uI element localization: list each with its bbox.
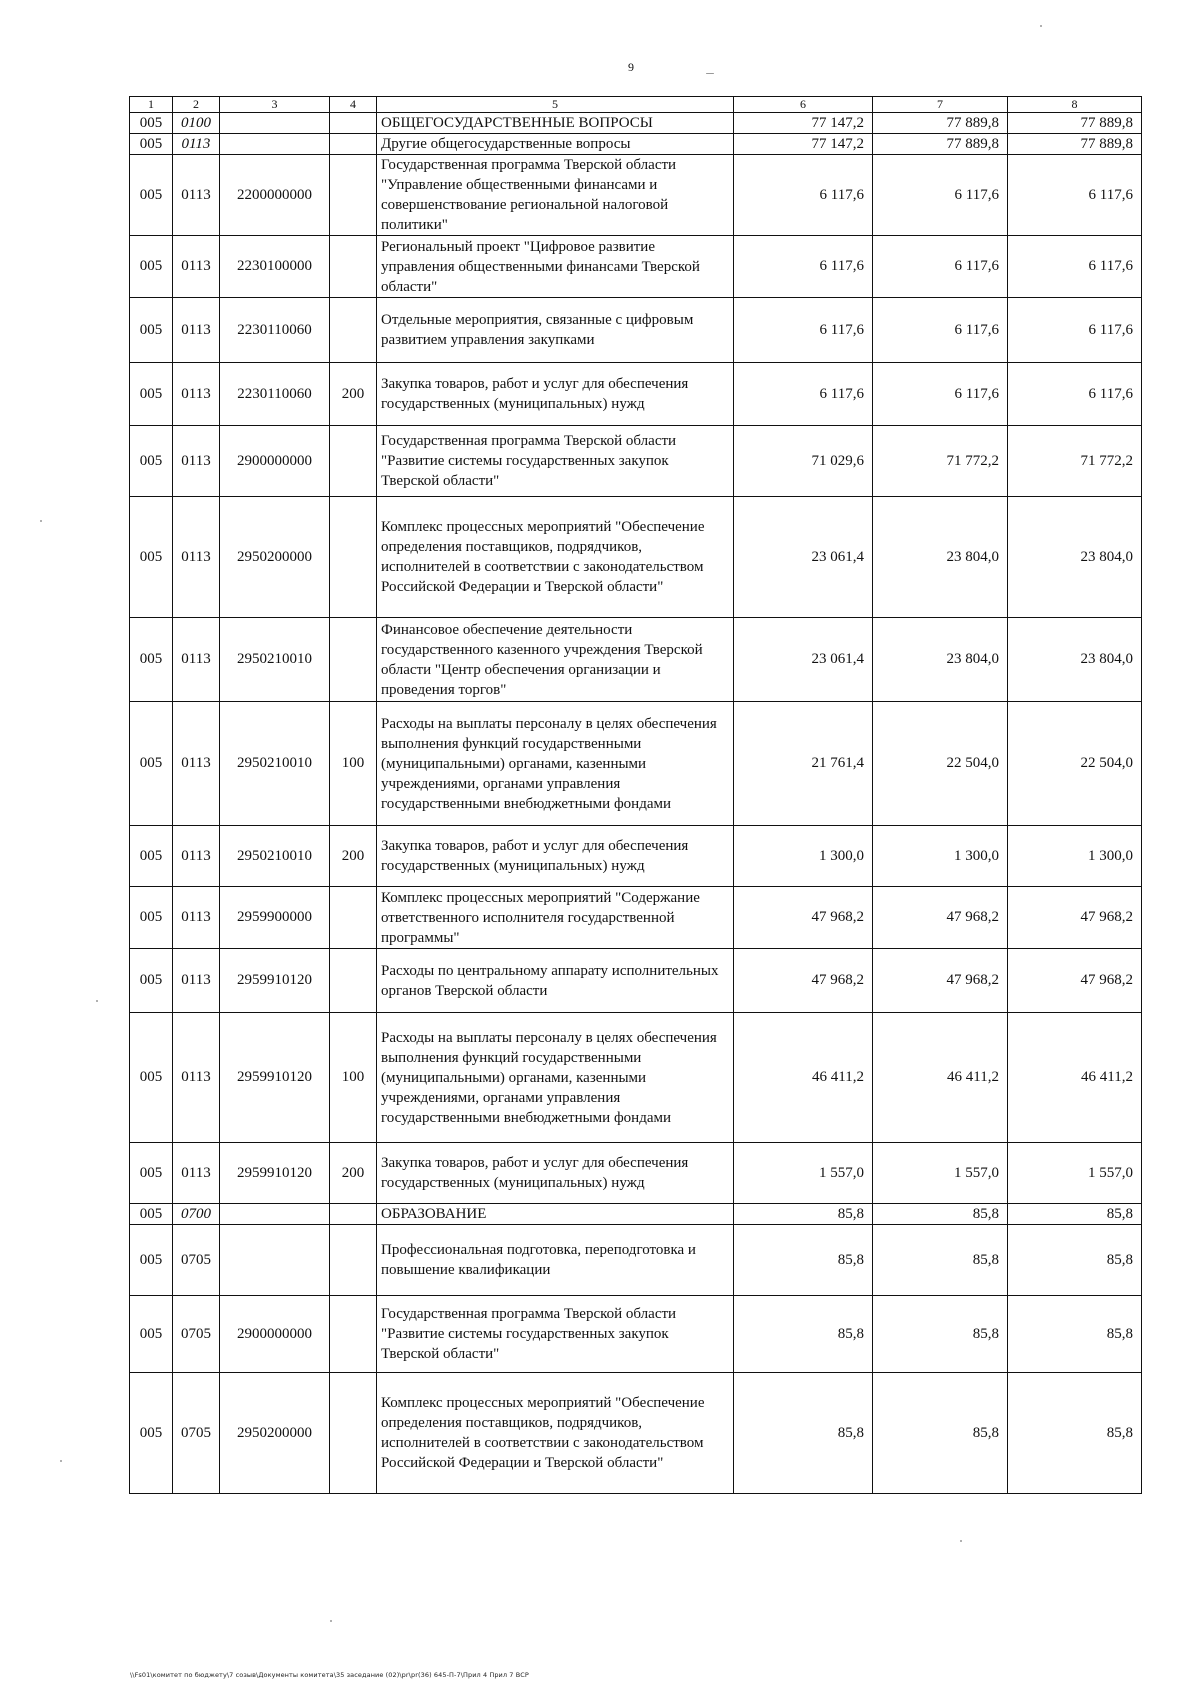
- section-code-cell: 0113: [173, 826, 220, 887]
- file-path-footer: \\Fs01\комитет по бюджету\7 созыв\Документы комитета\35 заседание (02)\pr\pr(36) 645-П-7\Прил 4 Прил 7 ВСР: [130, 1671, 529, 1679]
- amount-col8-cell: 46 411,2: [1008, 1013, 1142, 1143]
- code-cell: 005: [130, 134, 173, 155]
- section-code-cell: 0113: [173, 134, 220, 155]
- target-article-cell: 2950200000: [220, 1373, 330, 1494]
- description-cell: Комплекс процессных мероприятий "Обеспечение определения поставщиков, подрядчиков, исполнителей в соответствии с законодательством Российской Федерации и Тверской области": [377, 1373, 734, 1494]
- amount-col6-cell: 77 147,2: [734, 134, 873, 155]
- expense-type-cell: 200: [330, 363, 377, 426]
- amount-col8-cell: 6 117,6: [1008, 363, 1142, 426]
- expense-type-cell: [330, 949, 377, 1013]
- table-row: [130, 113, 1142, 134]
- amount-col6-cell: 85,8: [734, 1204, 873, 1225]
- table-row: [130, 702, 1142, 826]
- expense-type-cell: 200: [330, 826, 377, 887]
- section-code-cell: 0113: [173, 618, 220, 702]
- expense-type-cell: 100: [330, 702, 377, 826]
- expense-type-cell: [330, 1296, 377, 1373]
- section-code-cell: 0113: [173, 298, 220, 363]
- amount-col8-cell: 23 804,0: [1008, 497, 1142, 618]
- amount-col6-cell: 6 117,6: [734, 236, 873, 298]
- description-cell: Государственная программа Тверской области "Управление общественными финансами и совершенствование региональной налоговой политики": [377, 155, 734, 236]
- table-row: [130, 497, 1142, 618]
- code-cell: 005: [130, 497, 173, 618]
- code-cell: 005: [130, 826, 173, 887]
- amount-col7-cell: 46 411,2: [873, 1013, 1008, 1143]
- amount-col7-cell: 6 117,6: [873, 236, 1008, 298]
- expense-type-cell: [330, 426, 377, 497]
- target-article-cell: 2959900000: [220, 887, 330, 949]
- expense-type-cell: [330, 134, 377, 155]
- expense-type-cell: [330, 887, 377, 949]
- amount-col7-cell: 77 889,8: [873, 134, 1008, 155]
- description-cell: Профессиональная подготовка, переподготовка и повышение квалификации: [377, 1225, 734, 1296]
- description-cell: ОБЩЕГОСУДАРСТВЕННЫЕ ВОПРОСЫ: [377, 113, 734, 134]
- amount-col8-cell: 47 968,2: [1008, 949, 1142, 1013]
- target-article-cell: [220, 1225, 330, 1296]
- code-cell: 005: [130, 618, 173, 702]
- column-header: 3: [220, 97, 330, 113]
- amount-col8-cell: 1 300,0: [1008, 826, 1142, 887]
- amount-col7-cell: 6 117,6: [873, 298, 1008, 363]
- table-row: [130, 1373, 1142, 1494]
- column-header: 1: [130, 97, 173, 113]
- target-article-cell: 2230110060: [220, 298, 330, 363]
- section-code-cell: 0705: [173, 1373, 220, 1494]
- budget-table: [129, 96, 1142, 1494]
- amount-col7-cell: 47 968,2: [873, 887, 1008, 949]
- amount-col7-cell: 47 968,2: [873, 949, 1008, 1013]
- amount-col6-cell: 85,8: [734, 1225, 873, 1296]
- amount-col6-cell: 46 411,2: [734, 1013, 873, 1143]
- description-cell: Расходы по центральному аппарату исполнительных органов Тверской области: [377, 949, 734, 1013]
- expense-type-cell: [330, 1225, 377, 1296]
- code-cell: 005: [130, 113, 173, 134]
- section-code-cell: 0705: [173, 1296, 220, 1373]
- amount-col6-cell: 23 061,4: [734, 497, 873, 618]
- target-article-cell: 2959910120: [220, 949, 330, 1013]
- expense-type-cell: 200: [330, 1143, 377, 1204]
- target-article-cell: 2959910120: [220, 1143, 330, 1204]
- expense-type-cell: [330, 1204, 377, 1225]
- amount-col6-cell: 47 968,2: [734, 949, 873, 1013]
- amount-col7-cell: 23 804,0: [873, 618, 1008, 702]
- description-cell: Комплекс процессных мероприятий "Обеспечение определения поставщиков, подрядчиков, исполнителей в соответствии с законодательством Российской Федерации и Тверской области": [377, 497, 734, 618]
- section-code-cell: 0113: [173, 1013, 220, 1143]
- description-cell: Закупка товаров, работ и услуг для обеспечения государственных (муниципальных) нужд: [377, 826, 734, 887]
- expense-type-cell: 100: [330, 1013, 377, 1143]
- amount-col8-cell: 23 804,0: [1008, 618, 1142, 702]
- code-cell: 005: [130, 298, 173, 363]
- column-header: 8: [1008, 97, 1142, 113]
- amount-col8-cell: 1 557,0: [1008, 1143, 1142, 1204]
- amount-col8-cell: 47 968,2: [1008, 887, 1142, 949]
- target-article-cell: 2959910120: [220, 1013, 330, 1143]
- amount-col8-cell: 77 889,8: [1008, 113, 1142, 134]
- amount-col7-cell: 22 504,0: [873, 702, 1008, 826]
- amount-col6-cell: 21 761,4: [734, 702, 873, 826]
- code-cell: 005: [130, 702, 173, 826]
- table-row: [130, 298, 1142, 363]
- amount-col6-cell: 77 147,2: [734, 113, 873, 134]
- target-article-cell: 2230100000: [220, 236, 330, 298]
- target-article-cell: 2200000000: [220, 155, 330, 236]
- column-number-row: [130, 97, 1142, 113]
- amount-col8-cell: 71 772,2: [1008, 426, 1142, 497]
- code-cell: 005: [130, 426, 173, 497]
- description-cell: ОБРАЗОВАНИЕ: [377, 1204, 734, 1225]
- table-row: [130, 826, 1142, 887]
- table-row: [130, 1225, 1142, 1296]
- code-cell: 005: [130, 1296, 173, 1373]
- expense-type-cell: [330, 497, 377, 618]
- target-article-cell: 2230110060: [220, 363, 330, 426]
- page-number: 9: [628, 60, 634, 74]
- table-row: [130, 887, 1142, 949]
- amount-col8-cell: 77 889,8: [1008, 134, 1142, 155]
- amount-col7-cell: 6 117,6: [873, 155, 1008, 236]
- amount-col7-cell: 77 889,8: [873, 113, 1008, 134]
- description-cell: Расходы на выплаты персоналу в целях обеспечения выполнения функций государственными (муниципальными) органами, казенными учреждениями, органами управления государственными внебюджетными фондами: [377, 702, 734, 826]
- code-cell: 005: [130, 1013, 173, 1143]
- table-row: [130, 155, 1142, 236]
- amount-col7-cell: 85,8: [873, 1296, 1008, 1373]
- column-header: 2: [173, 97, 220, 113]
- target-article-cell: [220, 134, 330, 155]
- section-code-cell: 0113: [173, 155, 220, 236]
- section-code-cell: 0113: [173, 363, 220, 426]
- amount-col7-cell: 23 804,0: [873, 497, 1008, 618]
- code-cell: 005: [130, 1204, 173, 1225]
- column-header: 7: [873, 97, 1008, 113]
- code-cell: 005: [130, 236, 173, 298]
- column-header: 4: [330, 97, 377, 113]
- amount-col8-cell: 85,8: [1008, 1296, 1142, 1373]
- amount-col7-cell: 6 117,6: [873, 363, 1008, 426]
- amount-col7-cell: 1 300,0: [873, 826, 1008, 887]
- amount-col6-cell: 47 968,2: [734, 887, 873, 949]
- amount-col8-cell: 85,8: [1008, 1204, 1142, 1225]
- target-article-cell: 2950210010: [220, 702, 330, 826]
- target-article-cell: [220, 113, 330, 134]
- description-cell: Отдельные мероприятия, связанные с цифровым развитием управления закупками: [377, 298, 734, 363]
- table-row: [130, 1204, 1142, 1225]
- expense-type-cell: [330, 155, 377, 236]
- description-cell: Государственная программа Тверской области "Развитие системы государственных закупок Тверской области": [377, 1296, 734, 1373]
- amount-col7-cell: 71 772,2: [873, 426, 1008, 497]
- amount-col6-cell: 6 117,6: [734, 155, 873, 236]
- amount-col6-cell: 85,8: [734, 1296, 873, 1373]
- scan-speck: [1040, 25, 1042, 27]
- section-code-cell: 0113: [173, 949, 220, 1013]
- expense-type-cell: [330, 236, 377, 298]
- amount-col8-cell: 85,8: [1008, 1373, 1142, 1494]
- section-code-cell: 0700: [173, 1204, 220, 1225]
- scan-speck: [96, 1000, 98, 1002]
- target-article-cell: 2900000000: [220, 426, 330, 497]
- code-cell: 005: [130, 1225, 173, 1296]
- table-row: [130, 1143, 1142, 1204]
- description-cell: Расходы на выплаты персоналу в целях обеспечения выполнения функций государственными (муниципальными) органами, казенными учреждениями, органами управления государственными внебюджетными фондами: [377, 1013, 734, 1143]
- expense-type-cell: [330, 618, 377, 702]
- code-cell: 005: [130, 1373, 173, 1494]
- amount-col6-cell: 85,8: [734, 1373, 873, 1494]
- description-cell: Закупка товаров, работ и услуг для обеспечения государственных (муниципальных) нужд: [377, 1143, 734, 1204]
- section-code-cell: 0100: [173, 113, 220, 134]
- target-article-cell: [220, 1204, 330, 1225]
- table-row: [130, 363, 1142, 426]
- amount-col8-cell: 6 117,6: [1008, 298, 1142, 363]
- amount-col7-cell: 85,8: [873, 1204, 1008, 1225]
- target-article-cell: 2950200000: [220, 497, 330, 618]
- description-cell: Другие общегосударственные вопросы: [377, 134, 734, 155]
- code-cell: 005: [130, 887, 173, 949]
- table-row: [130, 426, 1142, 497]
- description-cell: Комплекс процессных мероприятий "Содержание ответственного исполнителя государственной программы": [377, 887, 734, 949]
- expense-type-cell: [330, 113, 377, 134]
- table-row: [130, 618, 1142, 702]
- scan-speck: [960, 1540, 962, 1542]
- amount-col6-cell: 1 557,0: [734, 1143, 873, 1204]
- section-code-cell: 0113: [173, 887, 220, 949]
- table-row: [130, 1013, 1142, 1143]
- amount-col7-cell: 85,8: [873, 1373, 1008, 1494]
- description-cell: Финансовое обеспечение деятельности государственного казенного учреждения Тверской области "Центр обеспечения организации и проведения торгов": [377, 618, 734, 702]
- section-code-cell: 0113: [173, 497, 220, 618]
- amount-col7-cell: 85,8: [873, 1225, 1008, 1296]
- scan-speck: [60, 1460, 62, 1462]
- target-article-cell: 2950210010: [220, 826, 330, 887]
- target-article-cell: 2950210010: [220, 618, 330, 702]
- column-header: 6: [734, 97, 873, 113]
- table-row: [130, 1296, 1142, 1373]
- amount-col6-cell: 23 061,4: [734, 618, 873, 702]
- target-article-cell: 2900000000: [220, 1296, 330, 1373]
- description-cell: Государственная программа Тверской области "Развитие системы государственных закупок Тверской области": [377, 426, 734, 497]
- amount-col8-cell: 85,8: [1008, 1225, 1142, 1296]
- column-header: 5: [377, 97, 734, 113]
- amount-col8-cell: 22 504,0: [1008, 702, 1142, 826]
- code-cell: 005: [130, 363, 173, 426]
- scan-speck: [330, 1620, 332, 1622]
- expense-type-cell: [330, 1373, 377, 1494]
- section-code-cell: 0113: [173, 1143, 220, 1204]
- description-cell: Закупка товаров, работ и услуг для обеспечения государственных (муниципальных) нужд: [377, 363, 734, 426]
- expense-type-cell: [330, 298, 377, 363]
- amount-col8-cell: 6 117,6: [1008, 236, 1142, 298]
- code-cell: 005: [130, 1143, 173, 1204]
- table-row: [130, 134, 1142, 155]
- section-code-cell: 0113: [173, 236, 220, 298]
- scan-speck: [706, 73, 714, 74]
- table-row: [130, 236, 1142, 298]
- table-row: [130, 949, 1142, 1013]
- code-cell: 005: [130, 155, 173, 236]
- section-code-cell: 0113: [173, 426, 220, 497]
- section-code-cell: 0705: [173, 1225, 220, 1296]
- amount-col6-cell: 6 117,6: [734, 363, 873, 426]
- amount-col6-cell: 71 029,6: [734, 426, 873, 497]
- amount-col6-cell: 1 300,0: [734, 826, 873, 887]
- scan-speck: [40, 520, 42, 522]
- amount-col6-cell: 6 117,6: [734, 298, 873, 363]
- section-code-cell: 0113: [173, 702, 220, 826]
- description-cell: Региональный проект "Цифровое развитие управления общественными финансами Тверской области": [377, 236, 734, 298]
- amount-col8-cell: 6 117,6: [1008, 155, 1142, 236]
- code-cell: 005: [130, 949, 173, 1013]
- amount-col7-cell: 1 557,0: [873, 1143, 1008, 1204]
